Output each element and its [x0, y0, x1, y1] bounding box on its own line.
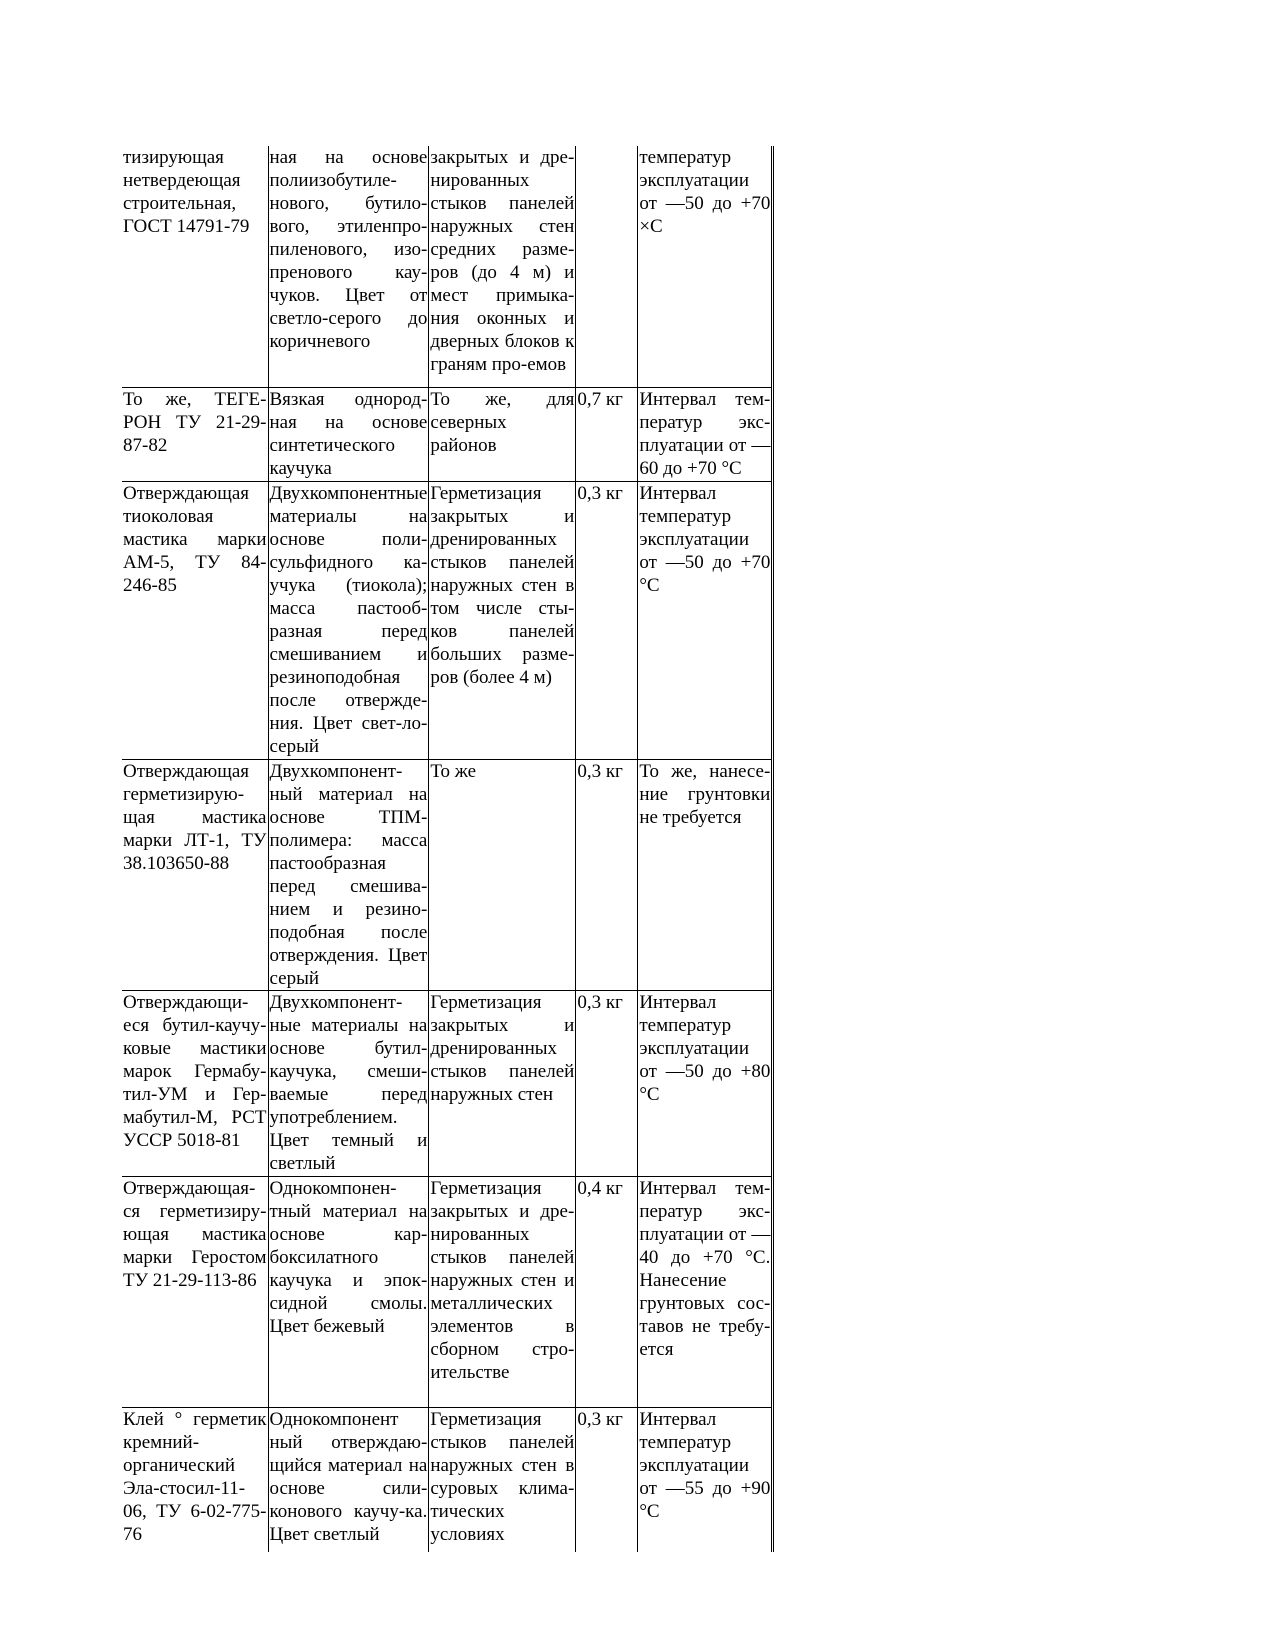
table-row: [122, 1407, 773, 1552]
cell-application: То же: [429, 759, 576, 990]
cell-name: Отверждающая-ся герметизиру-ющая мастика марки Геростом ТУ 21-29-113-86: [122, 1176, 268, 1407]
table-row: [122, 387, 773, 481]
table-row: [122, 990, 773, 1176]
cell-notes: Интервал температур эксплуатации от —55 до +90 °С: [638, 1407, 773, 1552]
cell-composition: Однокомпонент ный отверждаю-щийся материал на основе сили-конового каучу-ка. Цвет светлый: [268, 1407, 429, 1552]
cell-name: тизирующая нетвердеющая строительная, ГОСТ 14791-79: [122, 146, 268, 387]
cell-application: Герметизация стыков панелей наружных стен в суровых клима-тических условиях: [429, 1407, 576, 1552]
cell-consumption: [576, 146, 638, 387]
cell-name: Клей ° герметик кремний-органический Эла-стосил-11-06, ТУ 6-02-775-76: [122, 1407, 268, 1552]
cell-application: Герметизация закрытых и дренированных стыков панелей наружных стен в том числе сты-ков панелей больших разме-ров (более 4 м): [429, 481, 576, 759]
cell-composition: Двухкомпонент-ный материал на основе ТПМ-полимера: масса пастообразная перед смешива-нием и резино-подобная после отверждения. Цвет серый: [269, 760, 428, 989]
cell-notes: То же, нанесе-ние грунтовки не требуется: [638, 759, 773, 990]
table-row: [122, 1176, 773, 1407]
cell-application: Герметизация закрытых и дре-нированных стыков панелей наружных стен и металлических элементов в сборном стро-ительстве: [429, 1176, 576, 1407]
cell-application: закрытых и дре-нированных стыков панелей наружных стен средних разме-ров (до 4 м) и мест примыка-ния оконных и дверных блоков к граням про-емов: [429, 146, 576, 387]
cell-consumption: 0,3 кг: [576, 1407, 638, 1552]
cell-composition: Однокомпонен-тный материал на основе кар-боксилатного каучука и эпок-сидной смолы. Цвет бежевый: [268, 1176, 429, 1407]
cell-application: То же, для северных районов: [429, 387, 576, 481]
cell-consumption: 0,3 кг: [576, 990, 638, 1176]
table-row: [122, 759, 773, 990]
cell-notes: Интервал температур эксплуатации от —50 до +70 °С: [638, 481, 773, 759]
cell-consumption: 0,4 кг: [576, 1176, 638, 1407]
cell-composition: Двухкомпонент-ные материалы на основе бутил-каучука, смеши-ваемые перед употреблением. Цвет темный и светлый: [268, 990, 429, 1176]
cell-application: Герметизация закрытых и дренированных стыков панелей наружных стен: [429, 990, 576, 1176]
cell-consumption: 0,3 кг: [576, 481, 638, 759]
cell-notes: Интервал тем-ператур экс-плуатации от —60 до +70 °С: [638, 387, 773, 481]
cell-composition: Двухкомпонентные материалы на основе поли-сульфидного ка-учука (тиокола); масса пастооб-разная перед смешиванием и резиноподобная после отвержде-ния. Цвет свет-ло-серый: [268, 481, 429, 759]
table-row: [122, 146, 773, 387]
cell-name: То же, ТЕГЕ-РОН ТУ 21-29-87-82: [122, 387, 268, 481]
cell-name: Отверждающая тиоколовая мастика марки АМ-5, ТУ 84-246-85: [122, 481, 268, 759]
cell-notes: Интервал температур эксплуатации от —50 до +80 °С: [638, 990, 773, 1176]
cell-composition: Вязкая однород-ная на основе синтетического каучука: [268, 387, 429, 481]
cell-notes: температур эксплуатации от —50 до +70 ×С: [638, 146, 773, 387]
cell-composition: ная на основе полиизобутиле-нового, бутило-вого, этиленпро-пиленового, изо-пренового кау-чуков. Цвет от светло-серого до коричневого: [268, 146, 429, 387]
cell-notes: Интервал тем-ператур экс-плуатации от —40 до +70 °С. Нанесение грунтовых сос-тавов не требу-ется: [638, 1176, 773, 1407]
cell-consumption: 0,3 кг: [576, 759, 638, 990]
cell-name: Отверждающая герметизирую-щая мастика марки ЛТ-1, ТУ 38.103650-88: [122, 759, 268, 990]
cell-consumption: 0,7 кг: [576, 387, 638, 481]
table-row: [122, 481, 773, 759]
cell-name: Отверждающи-еся бутил-каучу-ковые мастики марок Гермабу-тил-УМ и Гер-мабутил-М, РСТ УССР 5018-81: [122, 990, 268, 1176]
materials-table: [122, 146, 774, 1552]
